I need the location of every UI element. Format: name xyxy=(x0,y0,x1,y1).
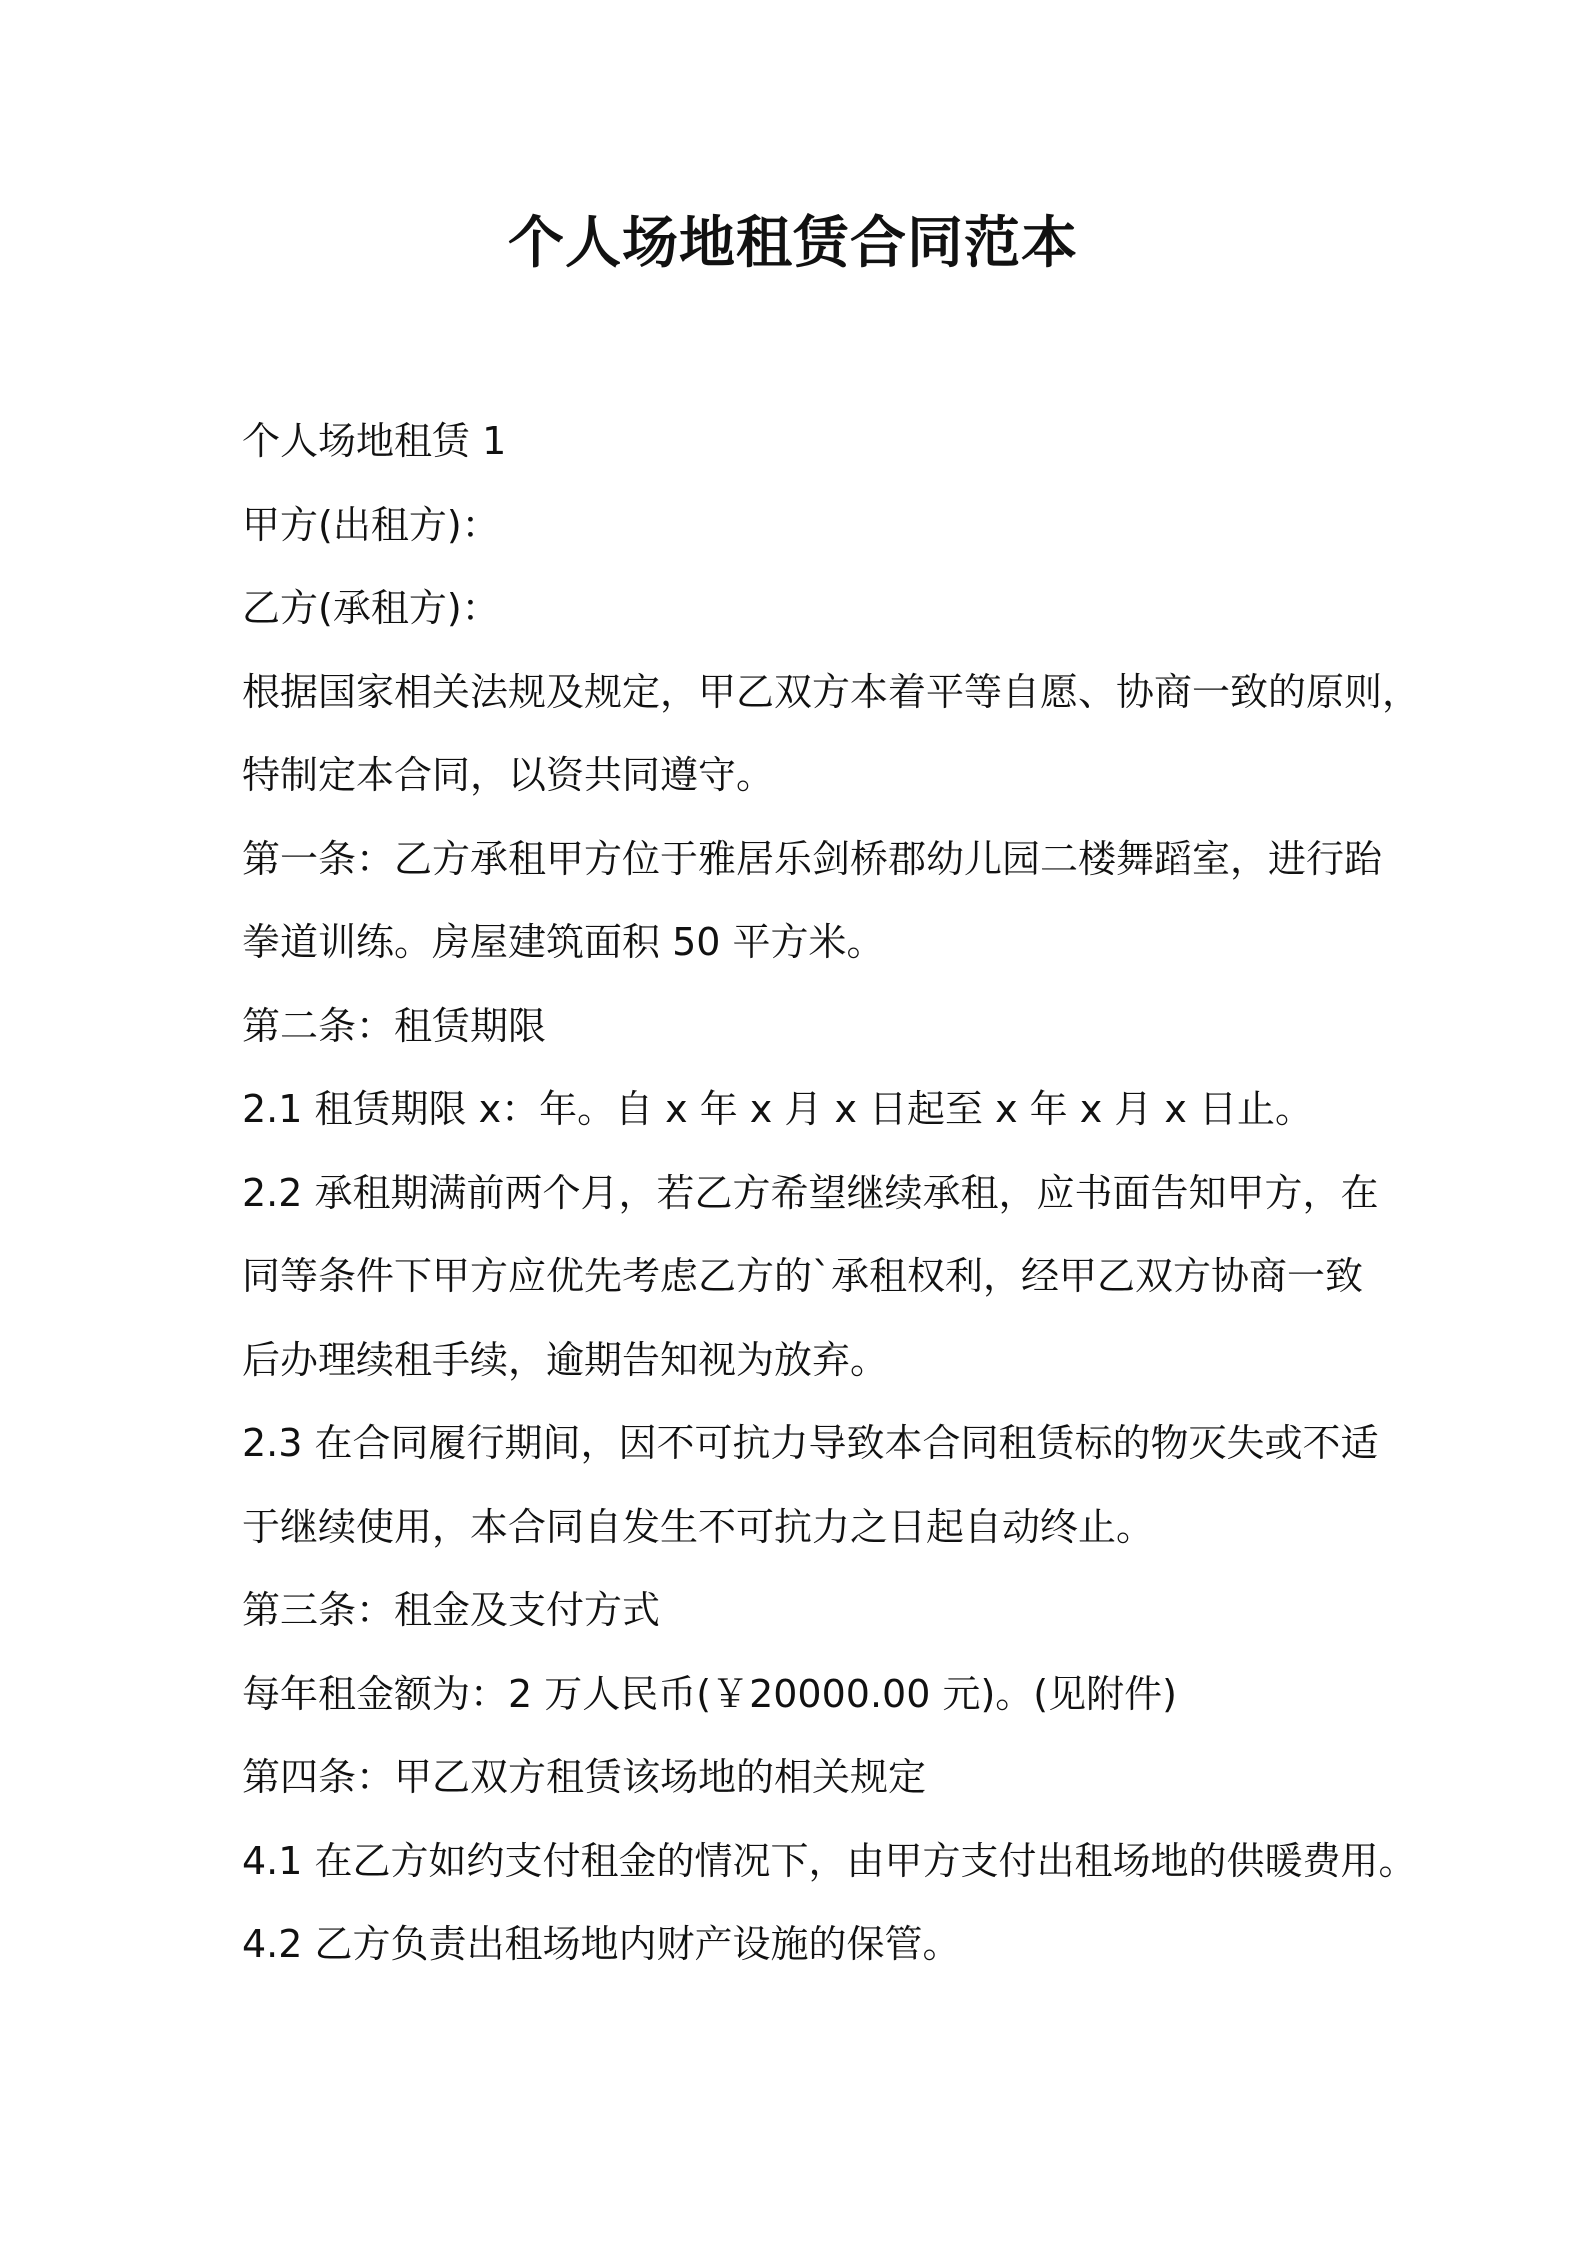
preamble-line: 特制定本合同，以资共同遵守。 xyxy=(242,753,775,797)
clause-2-3: 于继续使用，本合同自发生不可抗力之日起自动终止。 xyxy=(242,1504,1155,1549)
clause-4-1: 4.1 在乙方如约支付租金的情况下，由甲方支付出租场地的供暖费用。 xyxy=(242,1838,1417,1883)
document-title: 个人场地租赁合同范本 xyxy=(508,211,1078,276)
clause-2-3: 2.3 在合同履行期间，因不可抗力导致本合同租赁标的物灭失或不适 xyxy=(242,1421,1379,1465)
rent-amount-line: 每年租金额为：2 万人民币(￥20000.00 元)。(见附件) xyxy=(242,1671,1177,1716)
article-3-heading: 第三条：租金及支付方式 xyxy=(242,1588,661,1632)
section-heading: 个人场地租赁 1 xyxy=(242,419,507,463)
clause-2-2: 后办理续租手续，逾期告知视为放弃。 xyxy=(242,1337,889,1382)
preamble-line: 根据国家相关法规及规定，甲乙双方本着平等自愿、协商一致的原则， xyxy=(242,669,1421,714)
article-4-heading: 第四条：甲乙双方租赁该场地的相关规定 xyxy=(242,1755,927,1799)
party-b-line: 乙方(承租方)： xyxy=(242,586,500,630)
clause-4-2: 4.2 乙方负责出租场地内财产设施的保管。 xyxy=(242,1922,961,1966)
article-2-heading: 第二条：租赁期限 xyxy=(242,1003,547,1048)
clause-2-1: 2.1 租赁期限 x：年。自 x 年 x 月 x 日起至 x 年 x 月 x 日止。 xyxy=(242,1087,1313,1131)
article-1-line: 第一条：乙方承租甲方位于雅居乐剑桥郡幼儿园二楼舞蹈室，进行跆 xyxy=(242,836,1383,881)
party-a-line: 甲方(出租方)： xyxy=(242,502,500,547)
article-1-line: 拳道训练。房屋建筑面积 50 平方米。 xyxy=(242,920,885,964)
clause-2-2: 2.2 承租期满前两个月，若乙方希望继续承租，应书面告知甲方，在 xyxy=(242,1170,1379,1215)
clause-2-2: 同等条件下甲方应优先考虑乙方的`承租权利，经甲乙双方协商一致 xyxy=(242,1254,1364,1298)
document-body xyxy=(242,400,1421,1987)
